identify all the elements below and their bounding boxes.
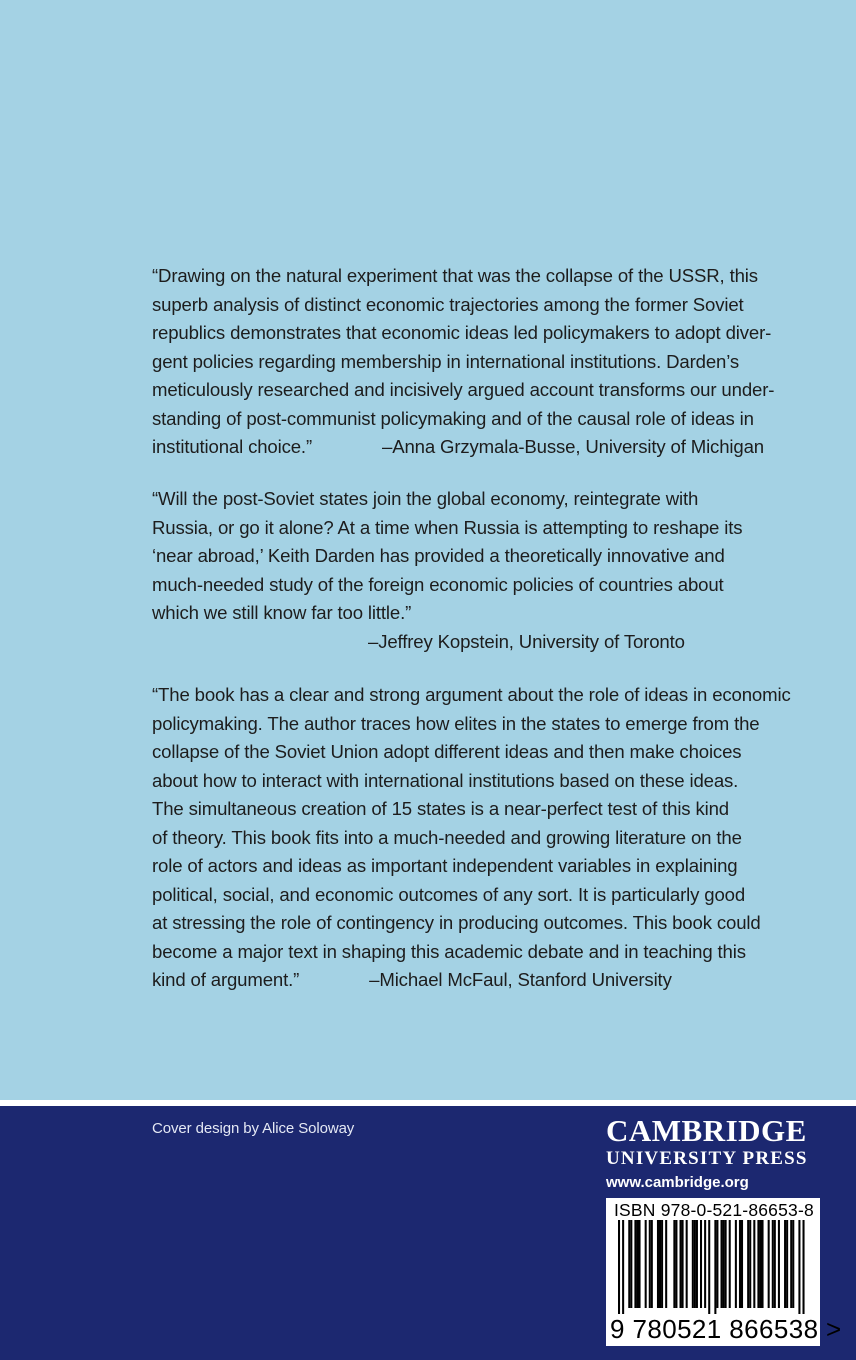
blurb-last-line xyxy=(152,966,732,995)
barcode-bar xyxy=(739,1220,741,1308)
isbn-barcode xyxy=(606,1198,842,1346)
barcode-bar xyxy=(798,1220,800,1314)
blurb-line: policymaking. The author traces how elites in the states to emerge from the xyxy=(152,712,760,734)
barcode-bar xyxy=(680,1220,682,1308)
barcode-digits: 9 780521 866538 > xyxy=(610,1314,842,1344)
barcode-bar xyxy=(803,1220,805,1314)
barcode-bar xyxy=(774,1220,776,1308)
publisher-logo xyxy=(606,1114,826,1191)
blurb-line: gent policies regarding membership in international institutions. Darden’s xyxy=(152,350,739,372)
blurb-line: political, social, and economic outcomes of any sort. It is particularly good xyxy=(152,883,746,905)
barcode-bar xyxy=(716,1220,718,1308)
barcode-bar xyxy=(757,1220,759,1308)
barcode-bar xyxy=(700,1220,702,1308)
barcode-bar xyxy=(665,1220,667,1308)
blurb-line: collapse of the Soviet Union adopt different ideas and then make choices xyxy=(152,741,742,762)
blurb-line: “Drawing on the natural experiment that was the collapse of the USSR, this xyxy=(152,265,758,286)
blurb-attribution: –Michael McFaul, Stanford University xyxy=(369,969,672,990)
barcode-bar xyxy=(696,1220,698,1308)
blurb-line: superb analysis of distinct economic trajectories among the former Soviet xyxy=(152,293,744,315)
barcode-bar xyxy=(694,1220,696,1308)
blurb-line: of theory. This book fits into a much-needed and growing literature on the xyxy=(152,826,742,848)
blurb-line-text: institutional choice.” xyxy=(152,436,312,457)
barcode-bar xyxy=(723,1220,725,1308)
blurb-line: much-needed study of the foreign economic policies of countries about xyxy=(152,573,724,595)
barcode-bar xyxy=(661,1220,663,1308)
barcode-bar xyxy=(747,1220,749,1308)
blurb-line: become a major text in shaping this academic debate and in teaching this xyxy=(152,940,746,962)
barcode-bar xyxy=(735,1220,737,1308)
publisher-subtitle: UNIVERSITY PRESS xyxy=(606,1148,808,1169)
barcode-bar xyxy=(790,1220,792,1308)
barcode-bar xyxy=(704,1220,706,1308)
barcode-bar xyxy=(729,1220,731,1308)
review-blurb-kopstein xyxy=(152,485,743,656)
blurb-line: meticulously researched and incisively argued account transforms our under- xyxy=(152,379,775,400)
barcode-bar xyxy=(692,1220,694,1308)
blurb-attribution: –Anna Grzymala-Busse, University of Michigan xyxy=(382,436,764,457)
cover-design-credit: Cover design by Alice Soloway xyxy=(152,1120,355,1137)
barcode-bar xyxy=(786,1220,788,1308)
barcode-bar xyxy=(622,1220,624,1314)
blurb-last-line xyxy=(152,433,764,462)
barcode-bar xyxy=(768,1220,770,1308)
barcode-bar xyxy=(741,1220,743,1308)
publisher-url: www.cambridge.org xyxy=(606,1174,749,1191)
barcode-bar xyxy=(682,1220,684,1308)
isbn-label: ISBN 978-0-521-86653-8 xyxy=(614,1200,814,1220)
barcode-bar xyxy=(784,1220,786,1308)
barcode-bar xyxy=(659,1220,661,1308)
barcode-bar xyxy=(753,1220,755,1308)
publisher-name: CAMBRIDGE xyxy=(606,1113,807,1148)
blurb-line: “The book has a clear and strong argument about the role of ideas in economic xyxy=(152,684,791,705)
barcode-bar xyxy=(686,1220,688,1308)
barcode-bar xyxy=(634,1220,636,1308)
blurb-line: “Will the post-Soviet states join the global economy, reintegrate with xyxy=(152,488,699,509)
blurb-line: republics demonstrates that economic ideas led policymakers to adopt diver- xyxy=(152,322,772,343)
barcode-bar xyxy=(618,1220,620,1314)
barcode-bar xyxy=(708,1220,710,1314)
blurb-line: ‘near abroad,’ Keith Darden has provided a theoretically innovative and xyxy=(152,545,725,566)
barcode-bar xyxy=(721,1220,723,1308)
barcode-bar xyxy=(675,1220,677,1308)
barcode-bar xyxy=(714,1220,716,1314)
barcode-bar xyxy=(792,1220,794,1308)
review-blurb-mcfaul xyxy=(152,681,791,995)
barcode-bar xyxy=(673,1220,675,1308)
review-blurb-grzymala-busse xyxy=(152,262,775,462)
back-cover-footer xyxy=(0,1106,856,1360)
barcode-bar xyxy=(657,1220,659,1308)
barcode-bar xyxy=(749,1220,751,1308)
barcode-bar xyxy=(639,1220,641,1308)
blurb-line: standing of post-communist policymaking and of the causal role of ideas in xyxy=(152,407,754,429)
barcode-bar xyxy=(762,1220,764,1308)
blurb-attribution: –Jeffrey Kopstein, University of Toronto xyxy=(368,630,685,652)
barcode-bar xyxy=(649,1220,651,1308)
barcode-bar xyxy=(628,1220,630,1308)
barcode-bar xyxy=(636,1220,638,1308)
blurb-line: The simultaneous creation of 15 states is a near-perfect test of this kind xyxy=(152,798,729,819)
barcode-bars xyxy=(610,1220,816,1314)
barcode-bar xyxy=(645,1220,647,1308)
barcode-bar xyxy=(630,1220,632,1308)
barcode-bar xyxy=(725,1220,727,1308)
blurb-line-text: kind of argument.” xyxy=(152,969,300,990)
barcode-bar xyxy=(772,1220,774,1308)
blurb-line: Russia, or go it alone? At a time when Russia is attempting to reshape its xyxy=(152,516,743,538)
barcode-bar xyxy=(778,1220,780,1308)
barcode-bar xyxy=(759,1220,761,1308)
blurb-line: role of actors and ideas as important independent variables in explaining xyxy=(152,855,738,876)
blurb-line: which we still know far too little.” xyxy=(152,602,412,623)
barcode-bar xyxy=(651,1220,653,1308)
blurb-line: at stressing the role of contingency in producing outcomes. This book could xyxy=(152,912,761,933)
blurb-line: about how to interact with international institutions based on these ideas. xyxy=(152,769,739,791)
